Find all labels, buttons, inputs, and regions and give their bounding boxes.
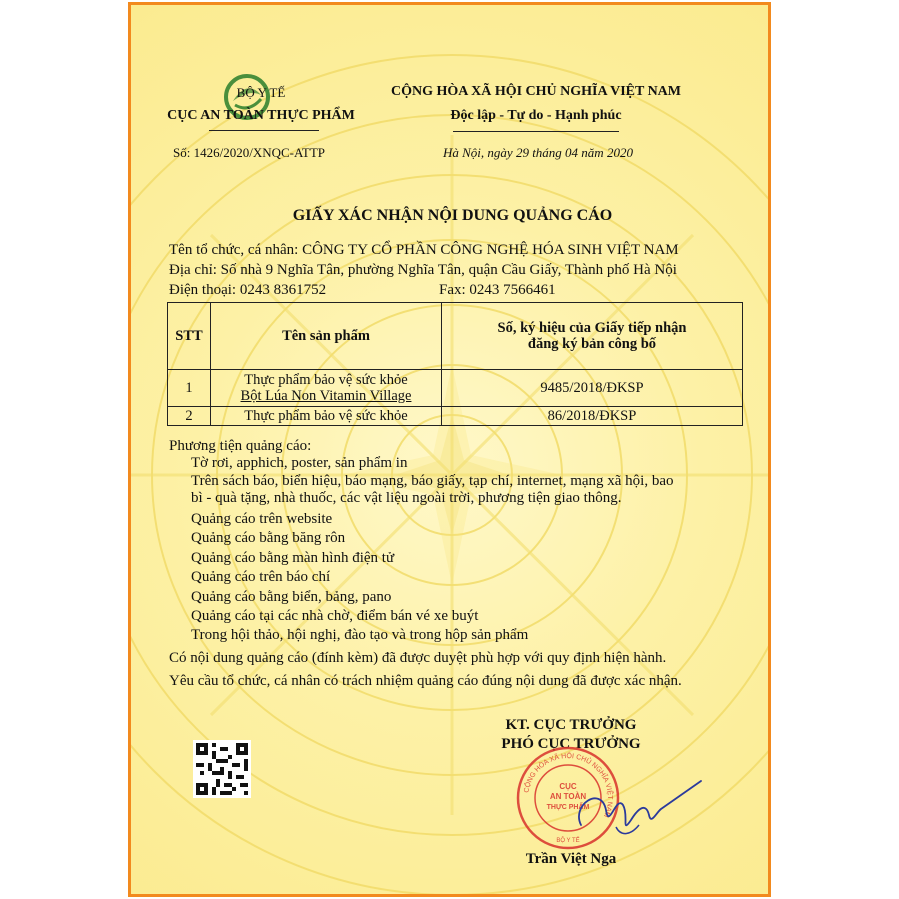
media-item: Trên sách báo, biển hiệu, báo mạng, báo giấy, tạp chí, internet, mạng xã hội, bao <box>191 473 674 489</box>
media-item: Quảng cáo bằng băng rôn <box>191 530 346 546</box>
approval-note: Có nội dung quảng cáo (đính kèm) đã được duyệt phù hợp với quy định hiện hành. <box>169 650 667 666</box>
stamp-ring-text: CỘNG HÒA XÃ HỘI CHỦ NGHĨA VIỆT NAM <box>523 752 614 819</box>
organization-address: Địa chỉ: Số nhà 9 Nghĩa Tân, phường Nghĩa Tân, quận Cầu Giấy, Thành phố Hà Nội <box>169 262 677 278</box>
product-title: Bột Lúa Non Vitamin Village <box>240 388 412 404</box>
media-item: Trong hội thảo, hội nghị, đào tạo và trong hộp sản phẩm <box>191 627 529 643</box>
product-category: Thực phẩm bảo vệ sức khỏe <box>244 372 408 388</box>
row-registration-code: 86/2018/ĐKSP <box>442 407 743 426</box>
document-number: Số: 1426/2020/XNQC-ATTP <box>173 145 326 160</box>
media-heading: Phương tiện quảng cáo: <box>169 438 312 454</box>
stamp-center-line1: CỤC <box>559 782 577 791</box>
stamp-bottom-text: BỘ Y TẾ <box>556 838 580 844</box>
table-header-row <box>168 303 743 370</box>
row-stt: 1 <box>168 370 211 407</box>
media-item: Quảng cáo bằng màn hình điện tử <box>191 550 395 566</box>
responsibility-note: Yêu cầu tổ chức, cá nhân có trách nhiệm quảng cáo đúng nội dung đã được xác nhận. <box>169 673 682 689</box>
media-item: bì - quà tặng, nhà thuốc, các vật liệu ngoài trời, phương tiện giao thông. <box>191 490 622 506</box>
media-item: Quảng cáo trên website <box>191 511 333 527</box>
agency-underline <box>209 130 319 131</box>
table-row <box>168 407 743 426</box>
row-product-name: Thực phẩm bảo vệ sức khỏe <box>211 407 442 426</box>
qr-code <box>193 740 251 798</box>
header-stt: STT <box>168 303 211 370</box>
table-row <box>168 370 743 407</box>
certificate-page <box>128 2 771 897</box>
stamp-center-line2: AN TOÀN <box>549 792 587 801</box>
country-name: CỘNG HÒA XÃ HỘI CHỦ NGHĨA VIỆT NAM <box>390 84 681 99</box>
signer-name: Trần Việt Nga <box>525 851 617 867</box>
organization-phone: Điện thoại: 0243 8361752 <box>169 282 327 298</box>
row-stt: 2 <box>168 407 211 426</box>
media-item: Tờ rơi, apphich, poster, sản phẩm in <box>191 455 408 471</box>
signer-title: KT. CỤC TRƯỞNG <box>505 717 637 733</box>
motto-underline <box>453 131 619 132</box>
media-item: Quảng cáo tại các nhà chờ, điểm bán vé xe buýt <box>191 608 479 624</box>
organization-name: Tên tổ chức, cá nhân: CÔNG TY CỔ PHẦN CÔNG NGHỆ HÓA SINH VIỆT NAM <box>169 242 679 258</box>
handwritten-signature <box>561 775 711 845</box>
header-product-name: Tên sản phẩm <box>211 303 442 370</box>
stamp-center-line3: THỰC PHẨM <box>546 804 590 811</box>
organization-fax: Fax: 0243 7566461 <box>439 282 556 298</box>
ministry-name: BỘ Y TẾ <box>236 85 286 100</box>
row-product-name <box>211 370 442 407</box>
product-table <box>167 302 743 426</box>
row-registration-code: 9485/2018/ĐKSP <box>442 370 743 407</box>
header-registration-number: Số, ký hiệu của Giấy tiếp nhận đăng ký bản công bố <box>442 303 743 370</box>
place-date: Hà Nội, ngày 29 tháng 04 năm 2020 <box>443 145 633 160</box>
media-item: Quảng cáo trên báo chí <box>191 569 331 585</box>
media-item: Quảng cáo bằng biển, bảng, pano <box>191 589 392 605</box>
document-title: GIẤY XÁC NHẬN NỘI DUNG QUẢNG CÁO <box>292 207 613 224</box>
national-motto: Độc lập - Tự do - Hạnh phúc <box>450 108 622 123</box>
signer-position: PHÓ CỤC TRƯỞNG <box>501 736 641 752</box>
agency-name: CỤC AN TOÀN THỰC PHẨM <box>167 108 355 123</box>
